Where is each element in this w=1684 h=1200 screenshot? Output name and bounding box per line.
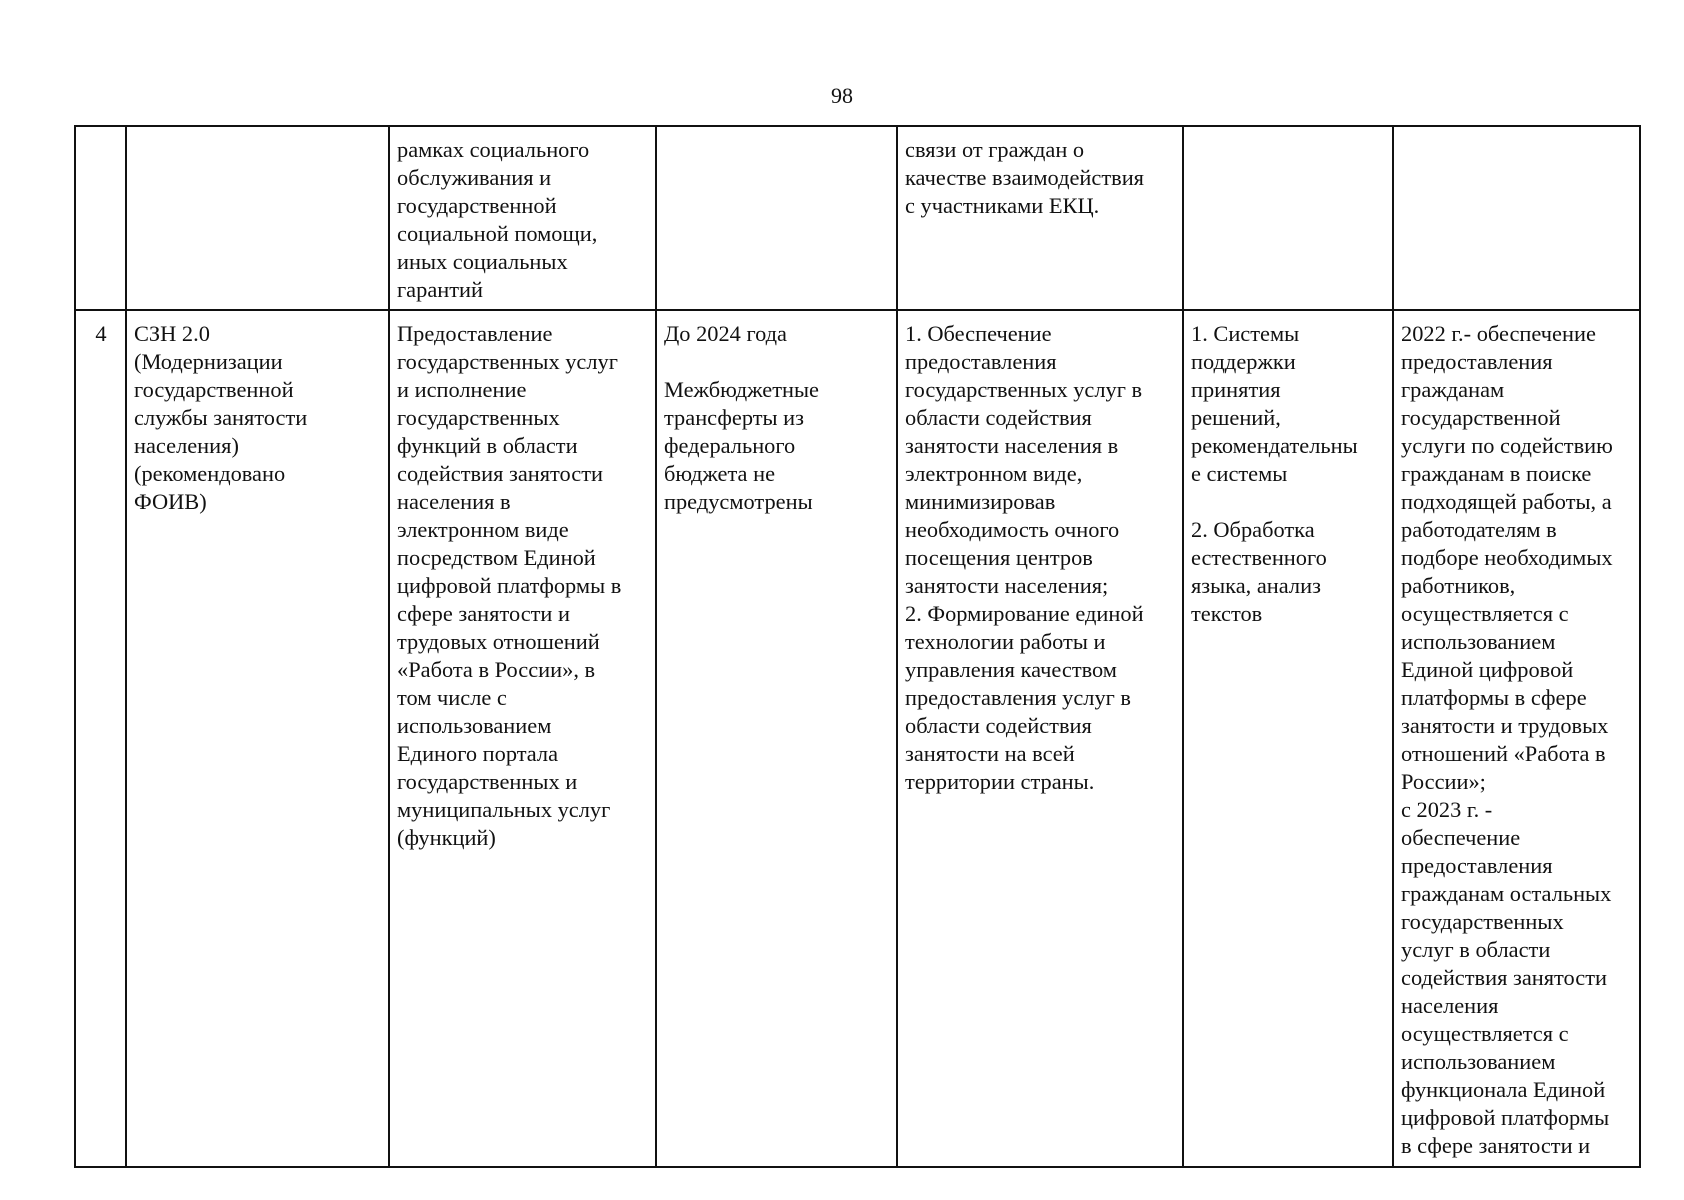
row-number-cell: 4 — [75, 310, 126, 1167]
project-name-cell: СЗН 2.0 (Модернизации государственной службы занятости населения) (рекомендовано ФОИВ) — [126, 310, 389, 1167]
technologies-cell — [1183, 126, 1393, 310]
results-cell: 2022 г.- обеспечение предоставления гражданам государственной услуги по содействию гражданам в поиске подходящей работы, а работодателям в подборе необходимых работников, осуществляется с использованием Единой цифровой платформы в сфере занятости и трудовых отношений «Работа в России»; с 2023 г. - обеспечение предоставления гражданам остальных государственных услуг в области содействия занятости населения осуществляется с использованием функционала Единой цифровой платформы в сфере занятости и — [1393, 310, 1640, 1167]
goals-cell: 1. Обеспечение предоставления государственных услуг в области содействия занятости населения в электронном виде, минимизировав необходимость очного посещения центров занятости населения; 2. Формирование единой технологии работы и управления качеством предоставления услуг в области содействия занятости на всей территории страны. — [897, 310, 1183, 1167]
project-name-cell — [126, 126, 389, 310]
row-number-cell — [75, 126, 126, 310]
funding-cell: До 2024 года Межбюджетные трансферты из федерального бюджета не предусмотрены — [656, 310, 897, 1167]
goals-cell: связи от граждан о качестве взаимодействия с участниками ЕКЦ. — [897, 126, 1183, 310]
projects-table — [74, 125, 1641, 1168]
page-number: 98 — [831, 83, 853, 108]
description-cell: рамках социального обслуживания и государственной социальной помощи, иных социальных гарантий — [389, 126, 656, 310]
technologies-cell: 1. Системы поддержки принятия решений, рекомендательны е системы 2. Обработка естественного языка, анализ текстов — [1183, 310, 1393, 1167]
results-cell — [1393, 126, 1640, 310]
table-row — [75, 126, 1640, 310]
funding-cell — [656, 126, 897, 310]
table-row — [75, 310, 1640, 1167]
description-cell: Предоставление государственных услуг и исполнение государственных функций в области содействия занятости населения в электронном виде посредством Единой цифровой платформы в сфере занятости и трудовых отношений «Работа в России», в том числе с использованием Единого портала государственных и муниципальных услуг (функций) — [389, 310, 656, 1167]
